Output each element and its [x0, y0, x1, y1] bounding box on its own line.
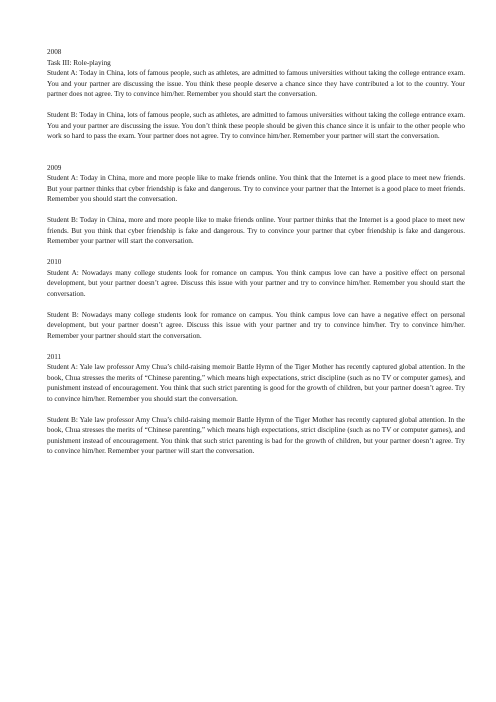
paragraph-2010-student-a: Student A: Nowadays many college students look for romance on campus. You think campus love can have a positive effect on personal development, but your partner doesn’t agree. Discuss this issue with your partner and try to convince him/her. Remember you should start the conversation.: [47, 268, 465, 298]
year-heading-2010: 2010: [47, 258, 62, 266]
paragraph-2009-student-a: Student A: Today in China, more and more people like to make friends online. You think that the Internet is a good place to meet new friends. But your partner thinks that cyber friendship is fake and dangerous. Try to convince your partner that the Internet is a good place to meet friends. Remember you should start the conversation.: [47, 174, 465, 203]
paragraph-2009-student-b: Student B: Today in China, more and more people like to make friends online. Your partner thinks that the Internet is a good place to meet new friends. But you think that cyber friendship is fake and dangerous. Try to convince your partner that cyber friendship is fake and dangerous. Remember your partner will start the conversation.: [47, 216, 465, 245]
paragraph-2011-student-b: Student B: Yale law professor Amy Chua’s child-raising memoir Battle Hymn of the Tiger Mother has recently captured global attention. In the book, Chua stresses the merits of “Chinese parenting,” which means high expectations, strict discipline (such as no TV or computer games), and punishment instead of encouragement. You think that such strict parenting is bad for the growth of children, but your partner doesn’t agree. Try to convince him/her. Remember your partner will start the conversation.: [47, 415, 465, 455]
year-heading-2011: 2011: [47, 352, 62, 361]
task-heading: Task III: Role-playing: [47, 58, 111, 67]
paragraph-2011-student-a: Student A: Yale law professor Amy Chua’s child-raising memoir Battle Hymn of the Tiger Mother has recently captured global attention. In the book, Chua stresses the merits of “Chinese parenting,” which means high expectations, strict discipline (such as no TV or computer games), and punishment instead of encouragement. You think that such strict parenting is good for the growth of children, but your partner doesn’t agree. Try to convince him/her. Remember you should start the conversation.: [47, 363, 465, 403]
paragraph-2010-student-b: Student B: Nowadays many college students look for romance on campus. You think campus love can have a negative effect on personal development, but your partner doesn’t agree. Discuss this issue with your partner and try to convince him/her. Try to convince him/her. Remember your partner should start the conversation.: [47, 310, 465, 340]
paragraph-2008-student-b: Student B: Today in China, lots of famous people, such as athletes, are admitted to famous universities without taking the college entrance exam. You and your partner are discussing the issue. You don’t think these people should be given this chance since it is unfair to the other people who work so hard to pass the exam. Your partner does not agree. Try to convince him/her. Remember your partner will start the conversation.: [47, 111, 465, 140]
year-heading-2009: 2009: [47, 163, 62, 172]
paragraph-2008-student-a: Student A: Today in China, lots of famous people, such as athletes, are admitted to famous universities without taking the college entrance exam. You and your partner are discussing the issue. You think these people deserve a chance since they have contributed a lot to the country. Your partner does not agree. Try to convince him/her. Remember you should start the conversation.: [47, 69, 465, 98]
year-heading-2008: 2008: [47, 48, 62, 56]
